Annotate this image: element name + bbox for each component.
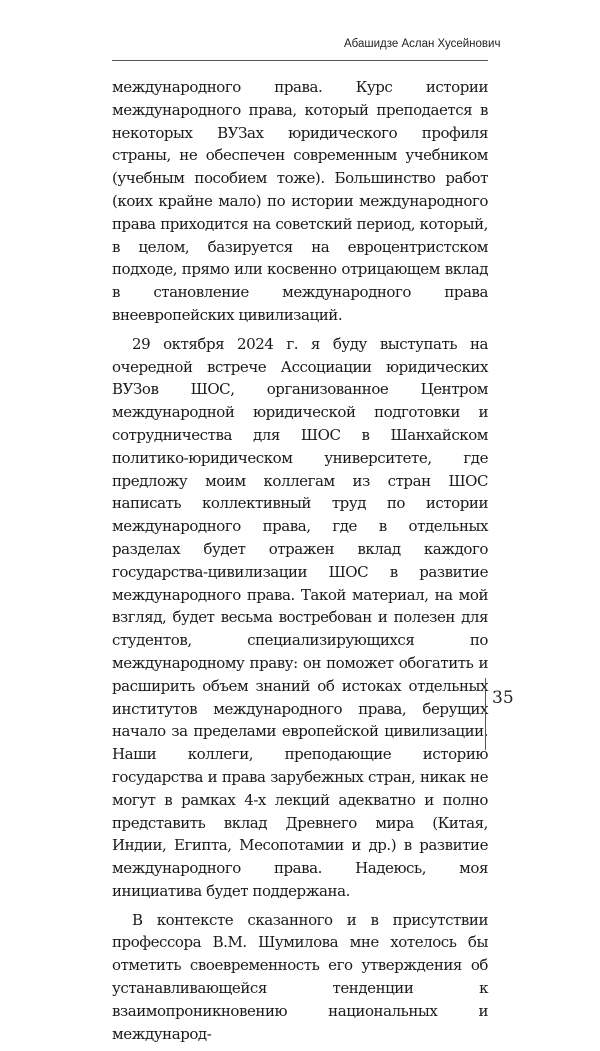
page-number-divider <box>485 678 486 750</box>
paragraph-3: В контексте сказанного и в присутствии профессора В.М. Шумилова мне хотелось бы отметить своевременность его утверждения об устанавливающейся тенденции к взаимопроникновению национальных и международ- <box>112 910 488 1043</box>
paragraph-2: 29 октября 2024 г. я буду выступать на очередной встрече Ассоциации юридических ВУЗов ШОС, организованное Центром международной юридической подготовки и сотрудничества для ШОС в Шанхайском политико-юридическом университете, где предложу моим коллегам из стран ШОС написать коллективный труд по истории международного права, где в отдельных разделах будет отражен вклад каждого государства-цивилизации ШОС в развитие международного права. Такой материал, на мой взгляд, будет весьма востребован и полезен для студентов, специализирующихся по международному праву: он поможет обогатить и расширить объем знаний об истоках отдельных институтов международного права, берущих начало за пределами европейской цивилизации. Наши коллеги, преподающие историю государства и права зарубежных стран, никак не могут в рамках 4-х лекций адекватно и полно представить вклад Древнего мира (Китая, Индии, Египта, Месопотамии и др.) в развитие международного права. Надеюсь, моя инициатива будет поддержана. <box>112 334 488 900</box>
paragraph-1: международного права. Курс истории международного права, который преподается в некоторых ВУЗах юридического профиля страны, не обеспечен современным учебником (учебным пособием тоже). Большинство работ (коих крайне мало) по истории международного права приходится на советский период, который, в целом, базируется на евроцентристском подходе, прямо или косвенно отрицающем вклад в становление международного права внеевропейских цивилизаций. <box>112 78 488 324</box>
page-body <box>112 76 488 1051</box>
header-divider <box>112 60 488 61</box>
page-number: 35 <box>492 688 514 708</box>
running-head-author: Абашидзе Аслан Хусейнович <box>344 38 501 50</box>
